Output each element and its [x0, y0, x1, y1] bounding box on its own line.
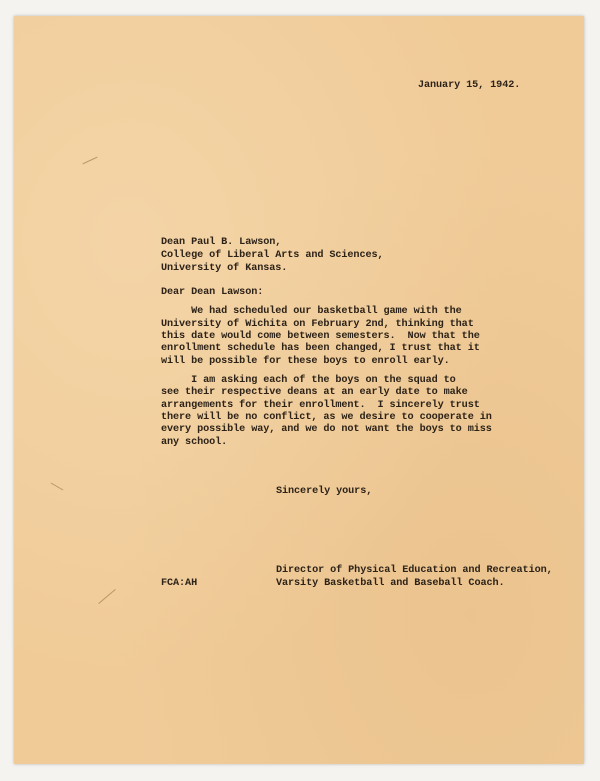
recipient-line: Dean Paul B. Lawson,: [161, 237, 282, 248]
paragraph-line: every possible way, and we do not want the boys to miss: [161, 424, 492, 435]
paragraph-line: see their respective deans at an early date to make: [161, 387, 468, 398]
paragraph-line: arrangements for their enrollment. I sincerely trust: [161, 400, 480, 411]
paragraph-line: any school.: [161, 437, 228, 448]
paragraph-line: this date would come between semesters. Now that the: [161, 331, 480, 342]
closing: Sincerely yours,: [276, 486, 373, 497]
signature-title-line: Director of Physical Education and Recreation,: [276, 565, 553, 576]
paragraph-line: enrollment schedule has been changed, I trust that it: [161, 343, 480, 354]
recipient-line: College of Liberal Arts and Sciences,: [161, 250, 384, 261]
paragraph-line: University of Wichita on February 2nd, thinking that: [161, 319, 474, 330]
signature-title-line: Varsity Basketball and Baseball Coach.: [276, 578, 505, 589]
paragraph-line: will be possible for these boys to enroll early.: [161, 356, 450, 367]
letter-date: January 15, 1942.: [418, 80, 521, 91]
letter-page: [14, 16, 584, 764]
paper-mark: [83, 157, 98, 165]
paper-mark: [51, 483, 64, 491]
recipient-line: University of Kansas.: [161, 263, 288, 274]
typist-initials: FCA:AH: [161, 578, 198, 589]
paragraph-line: there will be no conflict, as we desire to cooperate in: [161, 412, 492, 423]
salutation: Dear Dean Lawson:: [161, 287, 264, 298]
paragraph-line: I am asking each of the boys on the squad to: [161, 375, 456, 386]
paragraph-line: We had scheduled our basketball game with the: [161, 306, 462, 317]
paper-mark: [98, 589, 115, 604]
